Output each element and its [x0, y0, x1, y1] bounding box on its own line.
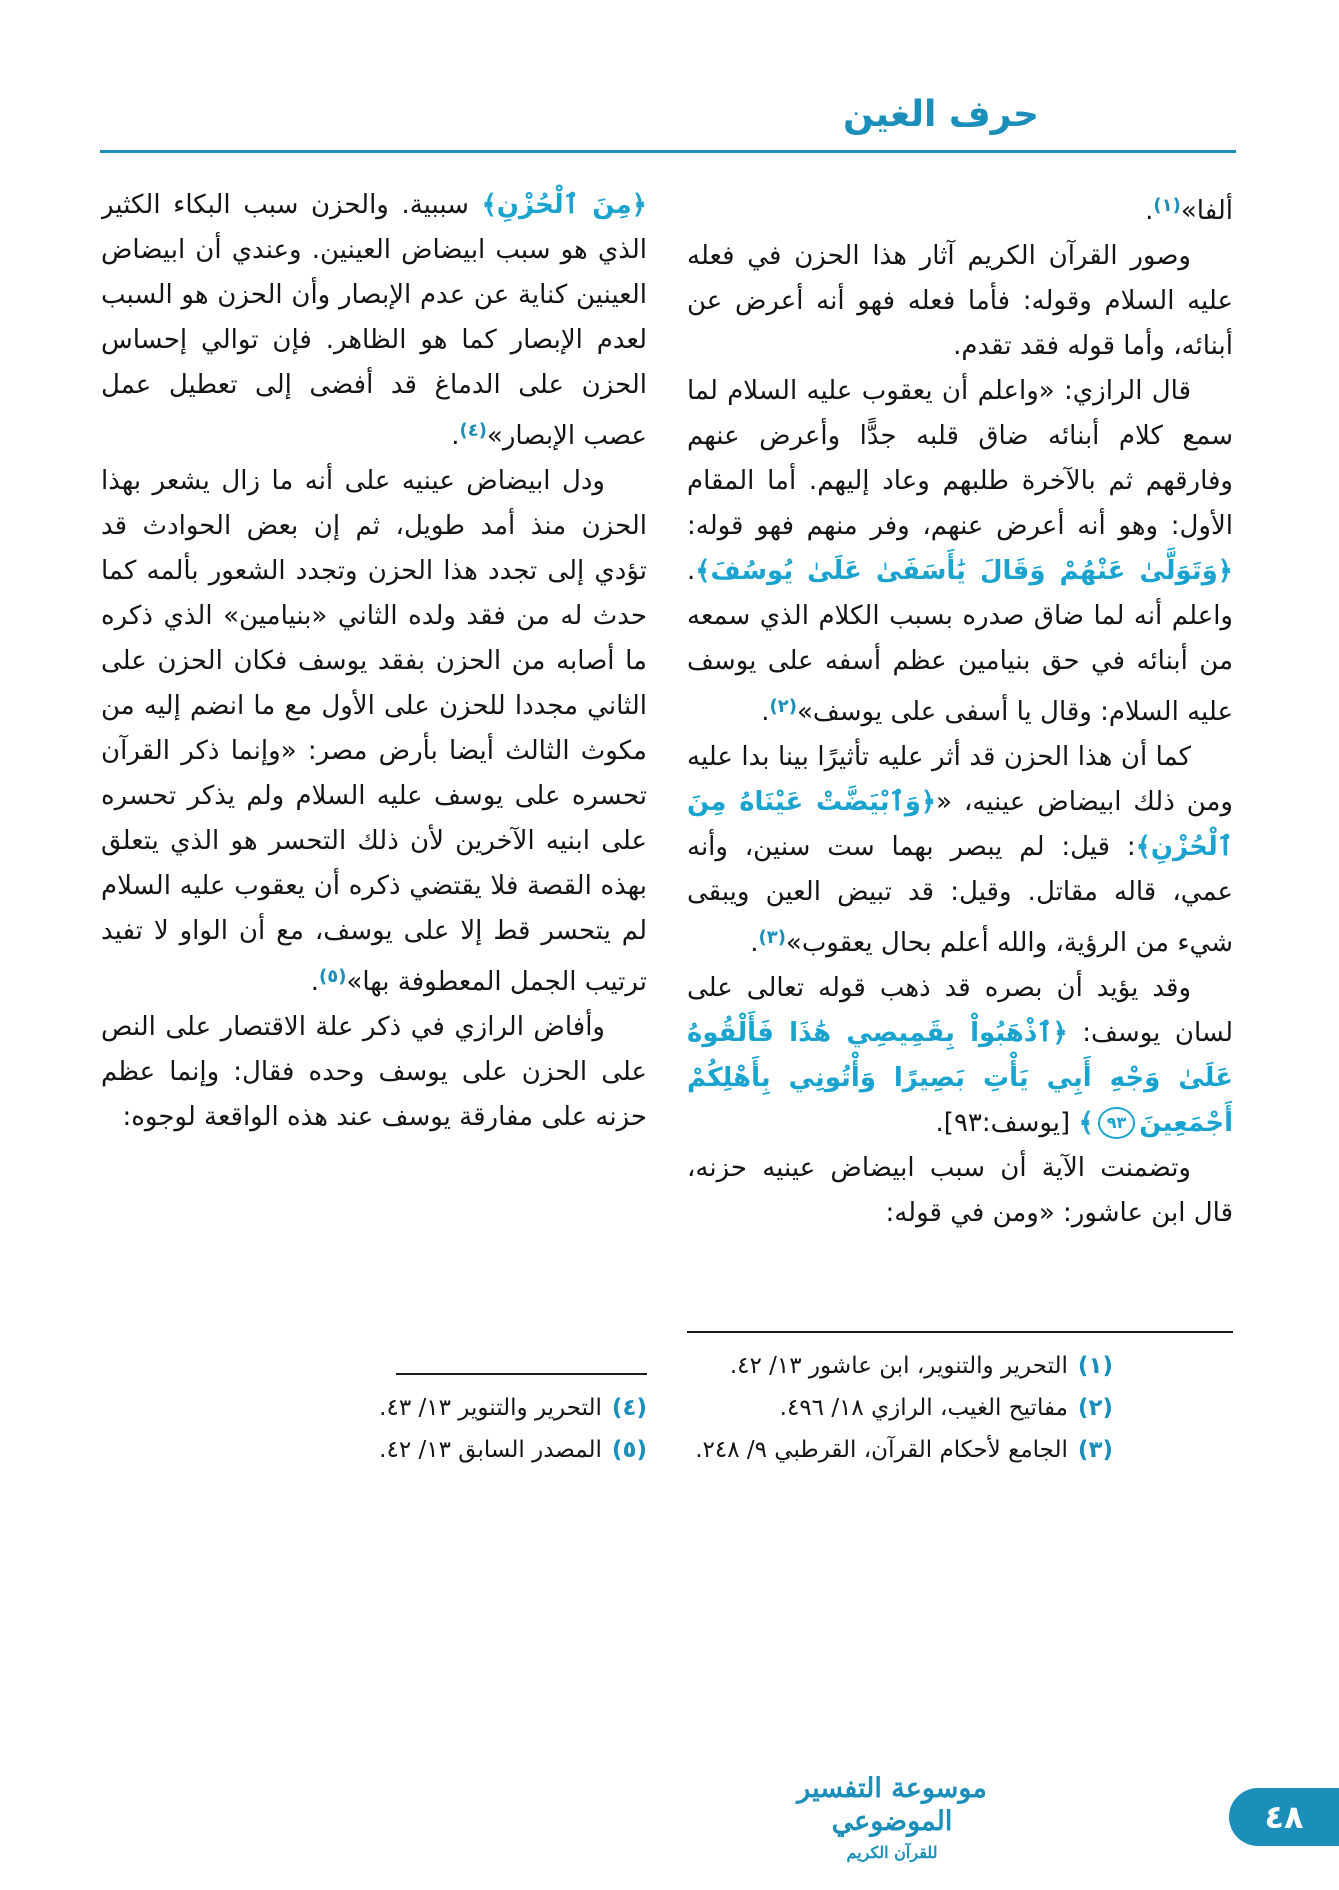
- right-column-paragraphs: [687, 183, 1233, 1323]
- left-column: [101, 183, 647, 1471]
- paragraph: [101, 183, 647, 459]
- publisher-logo-title: موسوعة التفسير الموضوعي: [797, 1772, 987, 1838]
- footnote-text: التحرير والتنوير، ابن عاشور ١٣/ ٤٢.: [729, 1353, 1068, 1379]
- footnote: [687, 1345, 1113, 1387]
- header-divider: [100, 150, 1236, 153]
- text-segment: سببية. والحزن سبب البكاء الكثير الذي هو سبب ابيضاض العينين. وعندي أن ابيضاض العينين كناية عن عدم الإبصار وأن الحزن هو السبب لعدم الإبصار كما هو الظاهر. فإن توالي إحساس الحزن على الدماغ قد أفضى إلى تعطيل عمل عصب الإبصار»: [101, 190, 647, 451]
- right-column-footnotes: [687, 1345, 1233, 1471]
- ayah-number: ٩٣: [1098, 1107, 1136, 1139]
- text-segment: .: [761, 697, 770, 727]
- text-segment: .: [310, 967, 319, 997]
- text-segment: : قيل: لم يبصر بهما ست سنين، وأنه عمي، قاله مقاتل. وقيل: قد تبيض العين ويبقى شيء من الرؤية، والله أعلم بحال يعقوب»: [687, 832, 1233, 958]
- text-segment: . واعلم أنه لما ضاق صدره بسبب الكلام الذي سمعه من أبنائه في حق بنيامين عظم أسفه على يوسف عليه السلام: وقال يا أسفى على يوسف»: [687, 556, 1233, 727]
- footnote-ref: (٤): [459, 420, 487, 441]
- footnote-number: (١): [1077, 1353, 1113, 1379]
- footnote-number: (٤): [611, 1395, 647, 1421]
- left-footnotes-block: [101, 1365, 647, 1471]
- footnote: [687, 1387, 1113, 1429]
- footnote: [101, 1429, 647, 1471]
- footnote-ref: (٥): [318, 966, 347, 987]
- footnote: [101, 1387, 647, 1429]
- paragraph: [687, 966, 1233, 1146]
- quran-verse: ﴿ٱذْهَبُواْ بِقَمِيصِي هَٰذَا فَأَلْقُوهُ عَلَىٰ وَجْهِ أَبِي يَأْتِ بَصِيرًا وَأْتُونِي بِأَهْلِكُمْ أَجْمَعِينَ: [687, 1018, 1233, 1138]
- paragraph: [101, 1005, 647, 1140]
- footnote-text: مفاتيح الغيب، الرازي ١٨/ ٤٩٦.: [779, 1395, 1068, 1421]
- page-number-badge: ٤٨: [1229, 1788, 1339, 1846]
- right-footnote-divider: [687, 1331, 1233, 1333]
- text-segment: وصور القرآن الكريم آثار هذا الحزن في فعله عليه السلام وقوله: فأما فعله فهو أنه أعرض عن أبنائه، وأما قوله فقد تقدم.: [687, 241, 1233, 361]
- right-column: [687, 183, 1233, 1471]
- paragraph: [687, 234, 1233, 369]
- quran-verse: ﴿مِنَ ٱلْحُزْنِ﴾: [481, 190, 647, 220]
- paragraph: [687, 1146, 1233, 1236]
- footnote-number: (٥): [611, 1437, 647, 1463]
- footnote-ref: (٢): [769, 696, 797, 717]
- footnote: [687, 1429, 1113, 1471]
- text-segment: .: [451, 421, 460, 451]
- paragraph: [687, 369, 1233, 735]
- text-segment: ودل ابيضاض عينيه على أنه ما زال يشعر بهذا الحزن منذ أمد طويل، ثم إن بعض الحوادث قد تؤدي إلى تجدد هذا الحزن وتجدد الشعور بألمه كما حدث له من فقد ولده الثاني «بنيامين» الذي ذكره ما أصابه من الحزن بفقد يوسف فكان الحزن على الثاني مجددا للحزن على الأول مع ما انضم إليه من مكوث الثالث أيضا بأرض مصر: «وإنما ذكر القرآن تحسره على يوسف عليه السلام ولم يذكر تحسره على ابنيه الآخرين لأن ذلك التحسر هو الذي يتعلق بهذه القصة فلا يقتضي ذكره أن يعقوب عليه السلام لم يتحسر قط إلا على يوسف، مع أن الواو لا تفيد ترتيب الجمل المعطوفة بها»: [101, 466, 647, 997]
- text-segment: .: [750, 928, 759, 958]
- text-segment: وقد يؤيد أن بصره قد ذهب قوله تعالى على لسان يوسف:: [687, 973, 1233, 1048]
- text-segment: ألفا»: [1180, 196, 1233, 226]
- left-column-footnotes: [101, 1387, 647, 1471]
- text-segment: [يوسف:٩٣].: [935, 1108, 1079, 1138]
- publisher-logo-subtitle: للقرآن الكريم: [846, 1843, 938, 1862]
- paragraph: [687, 735, 1233, 966]
- footnote-number: (٣): [1077, 1437, 1113, 1463]
- text-segment: قال الرازي: «واعلم أن يعقوب عليه السلام لما سمع كلام أبنائه ضاق قلبه جدًّا وأعرض عنهم وفارقهم ثم بالآخرة طلبهم وعاد إليهم. أما المقام الأول: وهو أنه أعرض عنهم، وفر منهم فهو قوله:: [687, 376, 1233, 541]
- text-segment: وتضمنت الآية أن سبب ابيضاض عينيه حزنه، قال ابن عاشور: «ومن في قوله:: [687, 1153, 1233, 1228]
- text-segment: كما أن هذا الحزن قد أثر عليه تأثيرًا بينا بدا عليه ومن ذلك ابيضاض عينيه، «: [687, 742, 1233, 817]
- right-footnotes-block: [687, 1323, 1233, 1471]
- footnote-ref: (٣): [758, 927, 786, 948]
- text-segment: وأفاض الرازي في ذكر علة الاقتصار على النص على الحزن على يوسف وحده فقال: وإنما عظم حزنه على مفارقة يوسف عند هذه الواقعة لوجوه:: [101, 1012, 647, 1132]
- paragraph: [687, 183, 1233, 234]
- quran-verse: ﴿وَتَوَلَّىٰ عَنْهُمْ وَقَالَ يَٰأَسَفَىٰ عَلَىٰ يُوسُفَ﴾: [695, 556, 1233, 586]
- footnote-text: التحرير والتنوير ١٣/ ٤٣.: [379, 1395, 602, 1421]
- left-column-paragraphs: [101, 183, 647, 1365]
- quran-verse: ﴾: [1078, 1108, 1094, 1138]
- footnote-text: الجامع لأحكام القرآن، القرطبي ٩/ ٢٤٨.: [695, 1437, 1068, 1463]
- footnote-number: (٢): [1077, 1395, 1113, 1421]
- publisher-logo: [767, 1772, 1017, 1863]
- footnote-ref: (١): [1153, 195, 1181, 216]
- footnote-text: المصدر السابق ١٣/ ٤٢.: [379, 1437, 602, 1463]
- left-footnote-divider: [396, 1373, 647, 1375]
- paragraph: [101, 459, 647, 1005]
- quran-verse: ﴿وَٱبْيَضَّتْ عَيْنَاهُ مِنَ ٱلْحُزْنِ﴾: [687, 787, 1233, 862]
- page-content: [101, 183, 1233, 1471]
- chapter-heading: حرف الغين: [843, 94, 1039, 135]
- text-segment: .: [1145, 196, 1154, 226]
